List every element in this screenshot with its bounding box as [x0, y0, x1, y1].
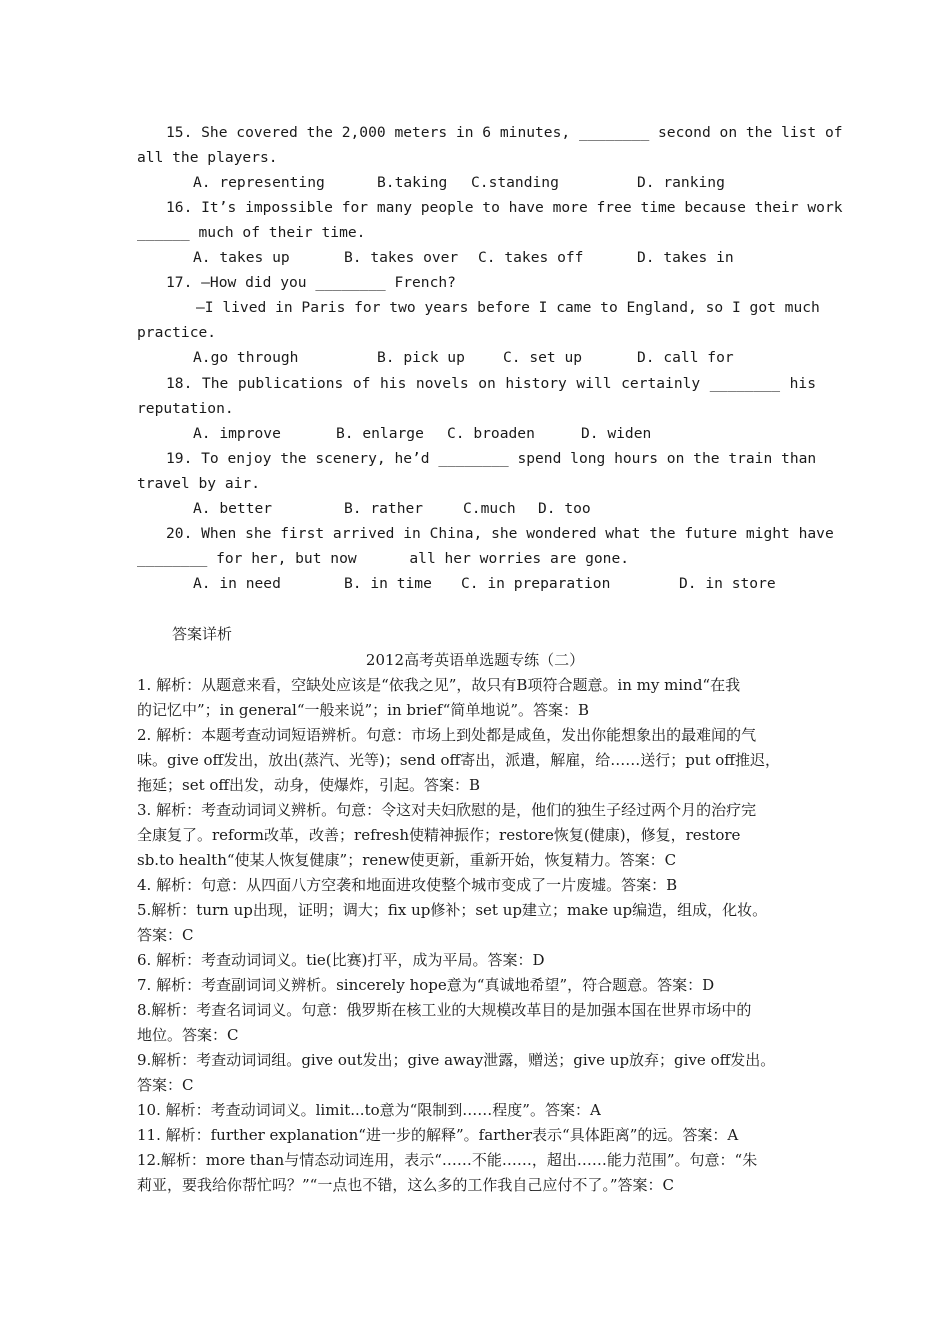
question-17-line-2: —I lived in Paris for two years before I came to England, so I got much [196, 299, 820, 316]
option-c: C.standing [471, 174, 559, 191]
question-16-line-2: ______ much of their time. [137, 224, 366, 241]
question-18-line-1: 18. The publications of his novels on history will certainly ________ his [166, 375, 816, 392]
option-d: D. call for [637, 349, 734, 366]
option-b: B. pick up [377, 349, 465, 366]
question-19-options [193, 496, 813, 521]
option-a: A. improve [193, 425, 281, 442]
question-15-options [193, 170, 813, 195]
option-c: C. broaden [447, 425, 535, 442]
option-b: B.taking [377, 174, 448, 191]
question-18-line-2: reputation. [137, 400, 234, 417]
option-b: B. takes over [344, 249, 459, 266]
option-c: C.much [463, 500, 516, 517]
question-20-line-2: ________ for her, but now all her worries are gone. [137, 550, 630, 567]
option-c: C. set up [503, 349, 583, 366]
answer-title: 2012高考英语单选题专练（二） [365, 651, 585, 669]
explanation-line: 答案：C [137, 926, 194, 944]
answer-heading: 答案详析 [172, 625, 233, 643]
question-15-line-2: all the players. [137, 149, 278, 166]
question-16-line-1: 16. It’s impossible for many people to have more free time because their work [166, 199, 843, 216]
question-17-line-1: 17. —How did you ________ French? [166, 274, 456, 291]
option-a: A. takes up [193, 249, 290, 266]
explanation-line: 味。give off发出，放出(蒸汽、光等)；send off寄出，派遣，解雇，给……送行；put off推迟， [137, 751, 780, 769]
option-b: B. enlarge [336, 425, 424, 442]
question-15-line-1: 15. She covered the 2,000 meters in 6 minutes, ________ second on the list of [166, 124, 843, 141]
question-19-line-2: travel by air. [137, 475, 261, 492]
explanation-line: 3. 解析：考查动词词义辨析。句意：令这对夫妇欣慰的是，他们的独生子经过两个月的治疗完 [137, 801, 757, 819]
question-17-line-3: practice. [137, 324, 217, 341]
explanation-line: sb.to health“使某人恢复健康”；renew使更新，重新开始，恢复精力。答案：C [137, 851, 677, 869]
question-17-options [193, 345, 813, 370]
question-19-line-1: 19. To enjoy the scenery, he’d ________ spend long hours on the train than [166, 450, 817, 467]
explanation-line: 4. 解析：句意：从四面八方空袭和地面进攻使整个城市变成了一片废墟。答案：B [137, 876, 678, 894]
option-d: D. too [538, 500, 591, 517]
question-18-options [193, 421, 813, 446]
option-a: A. representing [193, 174, 325, 191]
explanation-line: 9.解析：考查动词词组。give out发出；give away泄露，赠送；give up放弃；give off发出。 [137, 1051, 776, 1069]
explanation-line: 的记忆中”；in general“一般来说”；in brief“简单地说”。答案：B [137, 701, 590, 719]
option-a: A. better [193, 500, 273, 517]
explanation-line: 莉亚，要我给你帮忙吗？”“一点也不错，这么多的工作我自己应付不了。”答案：C [137, 1176, 674, 1194]
explanation-line: 6. 解析：考查动词词义。tie(比赛)打平，成为平局。答案：D [137, 951, 545, 969]
explanation-line: 1. 解析：从题意来看，空缺处应该是“依我之见”，故只有B项符合题意。in my mind“在我 [137, 676, 741, 694]
option-c: C. in preparation [461, 575, 611, 592]
option-d: D. widen [581, 425, 652, 442]
explanation-line: 答案：C [137, 1076, 194, 1094]
option-c: C. takes off [478, 249, 584, 266]
option-b: B. in time [344, 575, 432, 592]
option-d: D. takes in [637, 249, 734, 266]
option-a: A. in need [193, 575, 281, 592]
question-20-line-1: 20. When she first arrived in China, she wondered what the future might have [166, 525, 834, 542]
explanation-line: 2. 解析：本题考查动词短语辨析。句意：市场上到处都是咸鱼，发出你能想象出的最难闻的气 [137, 726, 757, 744]
option-d: D. in store [679, 575, 776, 592]
option-d: D. ranking [637, 174, 725, 191]
explanation-line: 10. 解析：考查动词词义。limit...to意为“限制到……程度”。答案：A [137, 1101, 601, 1119]
explanation-line: 全康复了。reform改革，改善；refresh使精神振作；restore恢复(健康)，修复，restore [137, 826, 741, 844]
explanation-line: 11. 解析：further explanation“进一步的解释”。farther表示“具体距离”的远。答案：A [137, 1126, 739, 1144]
explanation-line: 拖延；set off出发，动身，使爆炸，引起。答案：B [137, 776, 481, 794]
explanation-line: 7. 解析：考查副词词义辨析。sincerely hope意为“真诚地希望”，符合题意。答案：D [137, 976, 715, 994]
explanation-line: 地位。答案：C [137, 1026, 239, 1044]
option-b: B. rather [344, 500, 424, 517]
explanation-line: 12.解析：more than与情态动词连用，表示“……不能……，超出……能力范围”。句意：“朱 [137, 1151, 758, 1169]
question-20-options [193, 571, 813, 596]
explanation-line: 5.解析：turn up出现，证明；调大；fix up修补；set up建立；make up编造，组成，化妆。 [137, 901, 768, 919]
question-16-options [193, 245, 813, 270]
option-a: A.go through [193, 349, 299, 366]
explanation-line: 8.解析：考查名词词义。句意：俄罗斯在核工业的大规模改革目的是加强本国在世界市场中的 [137, 1001, 752, 1019]
